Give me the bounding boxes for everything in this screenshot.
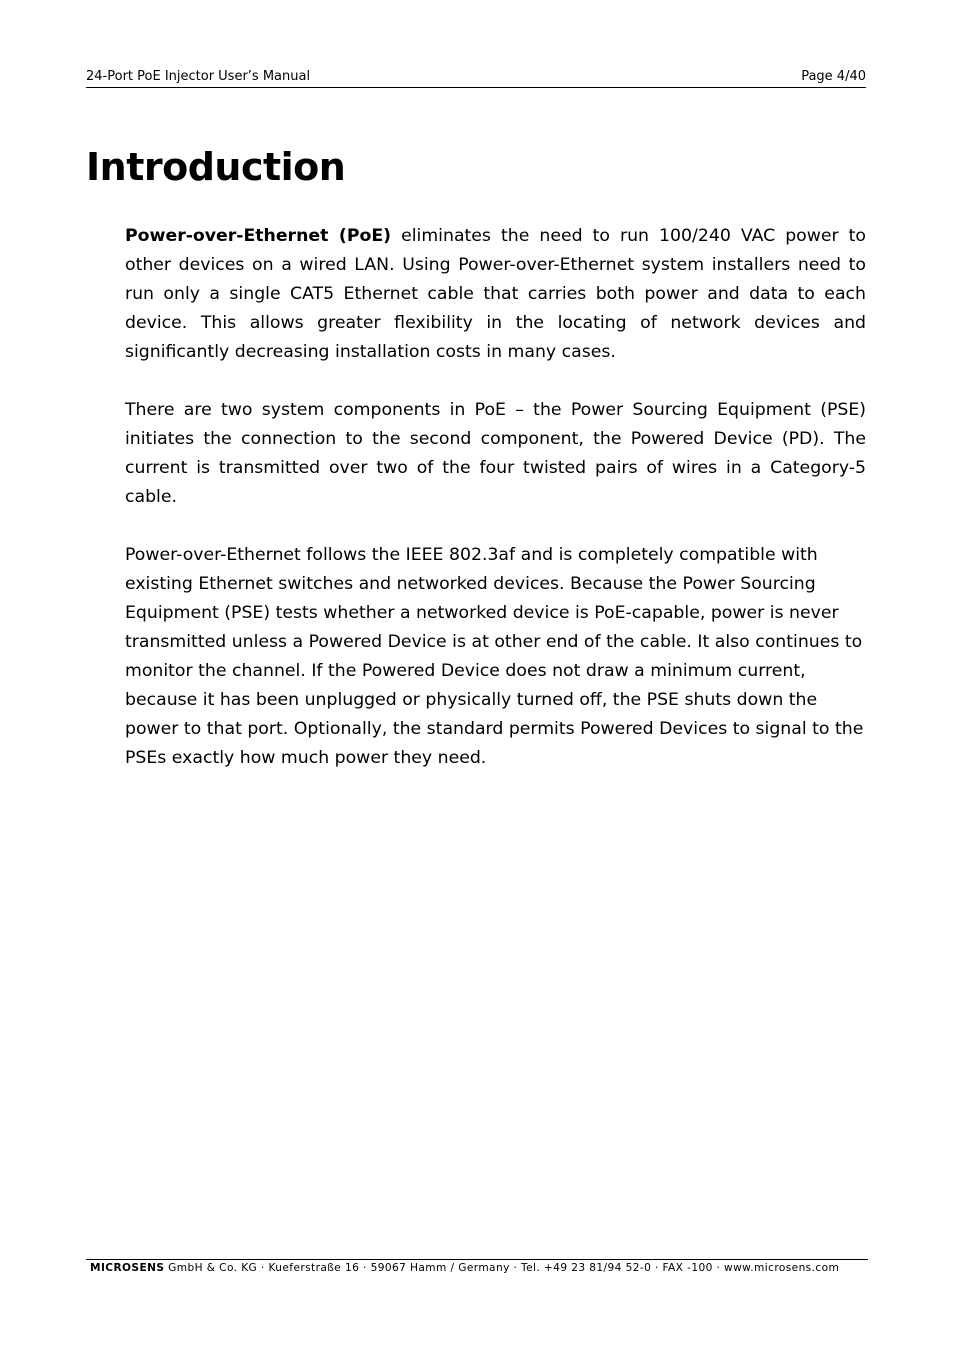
section-title: Introduction xyxy=(86,145,346,189)
paragraph-ieee-standard: Power-over-Ethernet follows the IEEE 802.3af and is completely compatible with existing Ethernet switches and networked devices. Because the Power Sourcing Equipment (PSE) tests whether a networked device is PoE-capable, power is never transmitted unless a Powered Device is at other end of the cable. It also continues to monitor the channel. If the Powered Device does not draw a minimum current, because it has been unplugged or physically turned off, the PSE shuts down the power to that port. Optionally, the standard permits Powered Devices to signal to the PSEs exactly how much power they need. xyxy=(125,545,864,768)
page-number: Page 4/40 xyxy=(801,69,866,84)
page-footer xyxy=(86,1259,868,1275)
company-details: GmbH & Co. KG · Kueferstraße 16 · 59067 Hamm / Germany · Tel. +49 23 81/94 52-0 · FAX -100 · www.microsens.com xyxy=(164,1262,840,1274)
document-title: 24-Port PoE Injector User’s Manual xyxy=(86,69,311,84)
page-header xyxy=(86,68,866,88)
paragraph-poe-overview-text: eliminates the need to run 100/240 VAC power to other devices on a wired LAN. Using Power-over-Ethernet system installers need to run only a single CAT5 Ethernet cable that carries both power and data to each device. This allows greater flexibility in the locating of network devices and significantly decreasing installation costs in many cases. xyxy=(125,226,866,362)
poe-term: Power-over-Ethernet (PoE) xyxy=(125,226,392,246)
body-content xyxy=(125,222,866,802)
paragraph-poe-overview xyxy=(125,222,866,367)
company-name: MICROSENS xyxy=(90,1262,165,1274)
paragraph-system-components: There are two system components in PoE – the Power Sourcing Equipment (PSE) initiates the connection to the second component, the Powered Device (PD). The current is transmitted over two of the four twisted pairs of wires in a Category-5 cable. xyxy=(125,400,866,507)
